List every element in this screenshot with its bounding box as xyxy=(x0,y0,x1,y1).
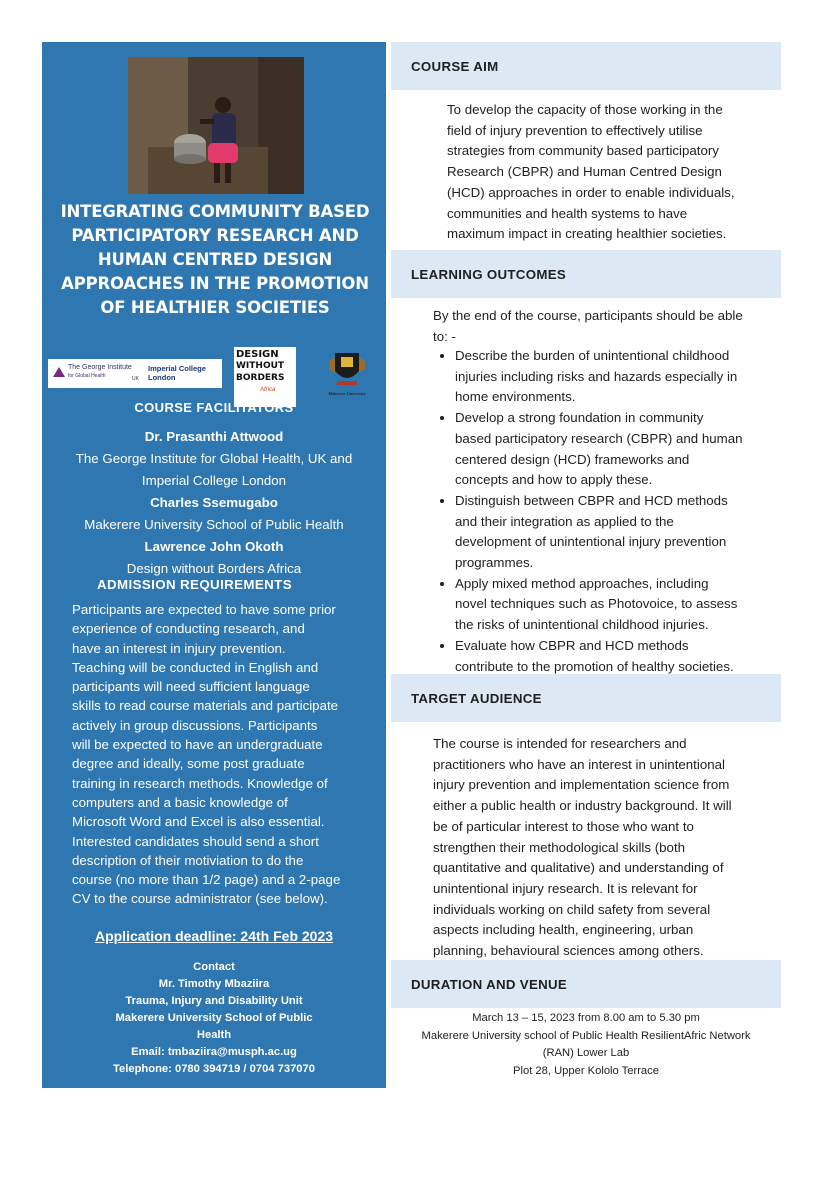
duration-venue-heading: DURATION AND VENUE xyxy=(391,960,781,1008)
makerere-crest-icon xyxy=(327,347,367,389)
outcome-item xyxy=(455,408,805,491)
outcome-line: centered design (HCD) frameworks and xyxy=(455,451,690,467)
aim-line: maximum impact in creating healthier societies. xyxy=(447,226,727,242)
imperial-city: London xyxy=(148,373,176,382)
makerere-crest-logo xyxy=(320,347,374,405)
cover-photo xyxy=(128,57,304,194)
partner-logos xyxy=(48,347,368,407)
outcomes-intro xyxy=(433,306,783,347)
aim-line: strategies from community based participatory xyxy=(447,143,719,159)
contact-email[interactable]: Email: tmbaziira@musph.ac.ug xyxy=(131,1046,297,1058)
outcome-line: home environments. xyxy=(455,389,576,405)
admission-line: Microsoft Word and Excel is also essential. xyxy=(72,814,325,830)
outcome-line: programmes. xyxy=(455,555,534,571)
aim-line: (HCD) approaches in order to enable individuals, xyxy=(447,184,735,200)
george-mark-icon xyxy=(52,365,66,379)
outcome-line: the risks of unintentional childhood injuries. xyxy=(455,617,709,633)
audience-line: either a public health or industry background. It will xyxy=(433,798,732,814)
child-cooking-image xyxy=(128,57,304,194)
admission-line: have an interest in injury prevention. xyxy=(72,640,286,656)
aim-line: To develop the capacity of those working in the xyxy=(447,102,723,117)
contact-name: Mr. Timothy Mbaziira xyxy=(158,978,270,990)
application-deadline: Application deadline: 24th Feb 2023 xyxy=(94,928,334,944)
contact-school: Health xyxy=(196,1029,232,1041)
makerere-name: Makerere University xyxy=(328,391,366,396)
outcome-item xyxy=(455,574,805,636)
admission-line: will be expected to have an undergraduate xyxy=(72,737,323,753)
facilitator-affiliation: The George Institute for Global Health, UK and xyxy=(75,451,353,466)
contact-telephone: Telephone: 0780 394719 / 0704 737070 xyxy=(113,1063,315,1075)
audience-line: individuals working on child safety from several xyxy=(433,901,711,917)
contact-block xyxy=(42,959,386,1078)
admission-line: computers and a basic knowledge of xyxy=(72,794,288,810)
facilitators-heading: COURSE FACILITATORS xyxy=(134,400,294,415)
admission-line: degree and ideally, some post graduate xyxy=(72,756,305,772)
outcome-line: • Apply mixed method approaches, including xyxy=(455,575,709,591)
dwb-line-2: WITHOUT xyxy=(236,361,285,371)
admission-line: skills to read course materials and participate xyxy=(72,698,339,714)
outcome-line: injuries including risks and hazards especially in xyxy=(455,368,738,384)
audience-line: aspects including health, engineering, urban xyxy=(433,922,694,938)
facilitator-affiliation: Design without Borders Africa xyxy=(126,561,302,576)
outcome-item xyxy=(455,636,805,677)
admission-heading: ADMISSION REQUIREMENTS xyxy=(97,577,292,592)
admission-line: CV to the course administrator (see below). xyxy=(72,891,328,907)
contact-heading: Contact xyxy=(193,961,235,973)
admission-line: training in research methods. Knowledge of xyxy=(72,775,328,791)
outcome-line: based participatory research (CBPR) and human xyxy=(455,430,743,446)
admission-line: participants will need sufficient language xyxy=(72,679,310,695)
dwb-line-3: BORDERS xyxy=(236,373,285,383)
george-institute-logo xyxy=(48,359,142,388)
facilitator-name: Lawrence John Okoth xyxy=(144,539,284,554)
facilitator-1 xyxy=(42,426,386,492)
target-audience-text xyxy=(433,734,783,962)
dwb-line-1: DESIGN xyxy=(236,349,279,360)
dwb-line-4: Africa xyxy=(260,387,276,393)
aim-line: Research (CBPR) and Human Centred Design xyxy=(447,164,722,180)
admission-line: Interested candidates should send a short xyxy=(72,833,319,849)
duration-venue-text xyxy=(391,1010,781,1080)
facilitator-3 xyxy=(42,536,386,580)
outcome-line: development of unintentional injury prevention xyxy=(455,534,727,550)
contact-school: Makerere University School of Public xyxy=(115,1012,313,1024)
admission-line: description of their motiviation to do the xyxy=(72,852,304,868)
audience-line: injury prevention and implementation science from xyxy=(433,777,730,793)
venue-line: Makerere University school of Public Health ResilientAfric Network xyxy=(421,1029,751,1042)
facilitator-name: Charles Ssemugabo xyxy=(150,495,278,510)
admission-line: Teaching will be conducted in English and xyxy=(72,659,319,675)
facilitator-2 xyxy=(42,492,386,536)
outcome-line: • Distinguish between CBPR and HCD methods xyxy=(455,492,728,508)
admission-line: experience of conducting research, and xyxy=(72,621,305,637)
outcome-item xyxy=(455,346,805,408)
audience-line: quantitative and qualitative) and understanding of xyxy=(433,860,724,876)
audience-line: be of particular interest to those who want to xyxy=(433,818,694,834)
design-without-borders-logo xyxy=(234,347,296,407)
left-panel xyxy=(42,42,386,1088)
outcome-line: novel techniques such as Photovoice, to assess xyxy=(455,596,738,612)
george-subtitle: for Global Health xyxy=(68,373,106,379)
outcome-line: concepts and how to apply these. xyxy=(455,472,653,488)
admission-line: Participants are expected to have some prior xyxy=(72,602,336,617)
outcome-line: • Describe the burden of unintentional childhood xyxy=(455,348,730,363)
george-country: UK xyxy=(132,376,139,382)
audience-line: unintentional injury research. It is relevant for xyxy=(433,880,698,896)
admission-line: course (no more than 1/2 page) and a 2-page xyxy=(72,872,341,888)
admission-line: actively in group discussions. Participants xyxy=(72,717,318,733)
audience-line: strengthen their methodological skills (both xyxy=(433,839,686,855)
facilitator-affiliation: Imperial College London xyxy=(141,473,287,488)
course-aim-heading: COURSE AIM xyxy=(391,42,781,90)
aim-line: field of injury prevention to effectively utilise xyxy=(447,122,703,138)
george-name: The George Institute xyxy=(68,364,132,371)
imperial-name: Imperial College xyxy=(148,364,206,373)
audience-line: The course is intended for researchers and xyxy=(433,736,687,751)
outcome-line: • Develop a strong foundation in community xyxy=(455,410,704,426)
learning-outcomes-heading: LEARNING OUTCOMES xyxy=(391,250,781,298)
admission-text xyxy=(72,600,378,909)
outcomes-list xyxy=(433,346,805,677)
facilitator-name: Dr. Prasanthi Attwood xyxy=(144,429,284,444)
outcome-line: • Evaluate how CBPR and HCD methods xyxy=(455,637,689,653)
audience-line: practitioners who have an interest in unintentional xyxy=(433,756,725,772)
imperial-college-logo xyxy=(142,359,222,388)
course-aim-text xyxy=(447,100,777,245)
outcomes-intro-line: to: - xyxy=(433,328,456,344)
outcome-item xyxy=(455,491,805,574)
venue-line: (RAN) Lower Lab xyxy=(542,1047,630,1059)
contact-unit: Trauma, Injury and Disability Unit xyxy=(125,995,303,1007)
outcomes-intro-line: By the end of the course, participants should be able xyxy=(433,308,743,323)
course-title: INTEGRATING COMMUNITY BASED PARTICIPATORY RESEARCH AND HUMAN CENTRED DESIGN APPROACHES IN THE PROMOTION OF HEALTHIER SOCIETIES xyxy=(60,202,370,317)
facilitator-affiliation: Makerere University School of Public Health xyxy=(84,517,344,532)
outcome-line: contribute to the promotion of healthy societies. xyxy=(455,658,734,674)
aim-line: communities and health systems to have xyxy=(447,205,688,221)
outcome-line: and their integration as applied to the xyxy=(455,513,674,529)
target-audience-heading: TARGET AUDIENCE xyxy=(391,674,781,722)
venue-line: March 13 – 15, 2023 from 8.00 am to 5.30 pm xyxy=(472,1012,700,1024)
venue-line: Plot 28, Upper Kololo Terrace xyxy=(513,1064,659,1077)
audience-line: planning, behavioural sciences among others. xyxy=(433,943,704,959)
